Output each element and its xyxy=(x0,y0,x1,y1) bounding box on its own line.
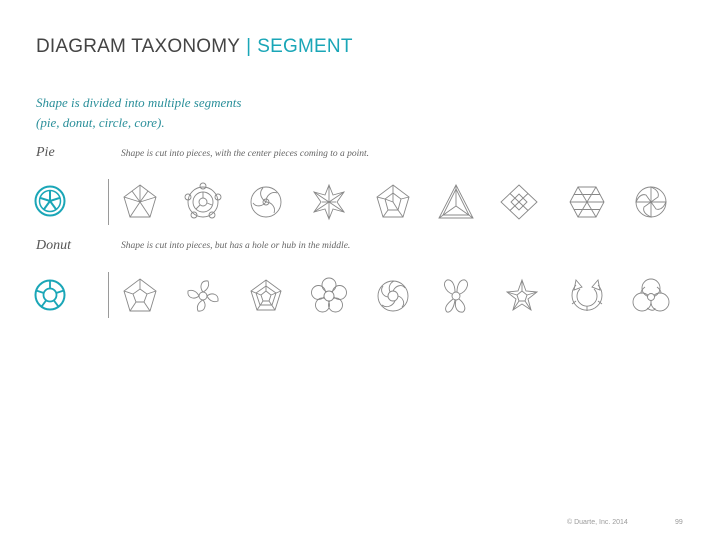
intro-line-2: (pie, donut, circle, core). xyxy=(36,115,165,130)
copyright-text: © Duarte, Inc. 2014 xyxy=(567,519,628,526)
pinwheel-pie-icon xyxy=(632,183,670,221)
gear-pie-icon xyxy=(184,183,222,221)
hexagon-pie-icon xyxy=(568,183,606,221)
row-divider-pie xyxy=(108,179,109,225)
intro-text xyxy=(36,93,356,133)
swirl-donut-icon xyxy=(374,277,412,315)
intro-line-1: Shape is divided into multiple segments xyxy=(36,95,242,110)
swirl-pie-icon xyxy=(247,183,285,221)
propeller-donut-icon xyxy=(437,277,475,315)
starburst-pie-icon xyxy=(310,183,348,221)
category-description-pie: Shape is cut into pieces, with the center pieces coming to a point. xyxy=(121,149,370,159)
diamond-pie-icon xyxy=(499,183,537,221)
page-title xyxy=(36,36,353,58)
page-title-main: DIAGRAM TAXONOMY xyxy=(36,36,241,57)
category-description-donut: Shape is cut into pieces, but has a hole or hub in the middle. xyxy=(121,241,351,251)
pie-segment-icon xyxy=(34,185,66,217)
arrow-ring-donut-icon xyxy=(568,277,606,315)
category-name-donut: Donut xyxy=(36,238,71,253)
triangle-pie-icon xyxy=(437,183,475,221)
flower-donut-icon xyxy=(310,277,348,315)
pinwheel-donut-icon xyxy=(184,277,222,315)
pentagon-donut-icon xyxy=(121,277,159,315)
pentagon-pie-icon xyxy=(121,183,159,221)
row-divider-donut xyxy=(108,272,109,318)
pentagon-ring-donut-icon xyxy=(247,277,285,315)
page-number: 99 xyxy=(675,519,683,526)
donut-segment-icon xyxy=(34,279,66,311)
title-separator: | xyxy=(246,36,252,57)
star-donut-icon xyxy=(503,277,541,315)
pentagon-nested-pie-icon xyxy=(374,183,412,221)
category-name-pie: Pie xyxy=(36,145,55,160)
page-subtitle: SEGMENT xyxy=(257,36,353,57)
three-circle-donut-icon xyxy=(631,277,669,315)
